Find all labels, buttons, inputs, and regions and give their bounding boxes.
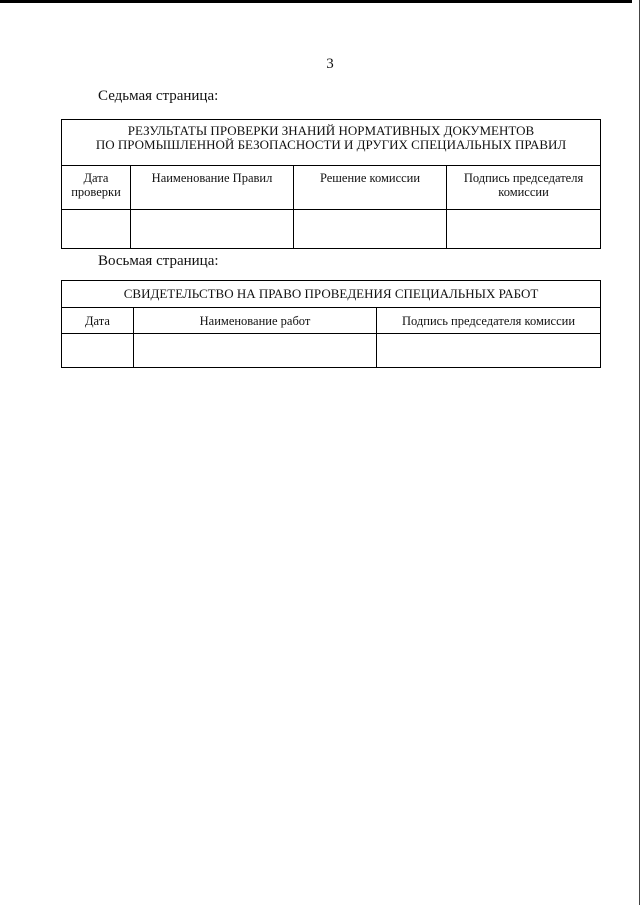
column-header-chairman-signature: Подпись председателя комиссии bbox=[377, 308, 601, 334]
column-header-line: Дата bbox=[83, 171, 109, 185]
column-header-commission-decision bbox=[294, 166, 447, 210]
column-header-line: Наименование Правил bbox=[151, 171, 273, 185]
special-works-certificate-table bbox=[61, 280, 601, 368]
empty-cell[interactable] bbox=[134, 334, 377, 368]
eighth-page-heading: Восьмая страница: bbox=[98, 253, 219, 269]
table-row bbox=[62, 334, 601, 368]
empty-cell[interactable] bbox=[447, 210, 601, 249]
column-header-line: Подпись председателя bbox=[463, 171, 584, 185]
empty-cell[interactable] bbox=[62, 334, 134, 368]
column-header-line: Решение комиссии bbox=[319, 171, 421, 185]
knowledge-check-results-table bbox=[61, 119, 601, 249]
column-header-rules-name bbox=[131, 166, 294, 210]
table-title-line-2: ПО ПРОМЫШЛЕННОЙ БЕЗОПАСНОСТИ И ДРУГИХ СПЕЦИАЛЬНЫХ ПРАВИЛ bbox=[95, 137, 567, 152]
table-header-row bbox=[62, 308, 601, 334]
seventh-page-heading: Седьмая страница: bbox=[98, 88, 219, 104]
column-header-date: Дата bbox=[62, 308, 134, 334]
empty-cell[interactable] bbox=[377, 334, 601, 368]
empty-cell[interactable] bbox=[62, 210, 131, 249]
column-header-works-name: Наименование работ bbox=[134, 308, 377, 334]
page-number: 3 bbox=[326, 56, 334, 72]
column-header-line: проверки bbox=[71, 185, 121, 199]
column-header-date bbox=[62, 166, 131, 210]
table-header-row bbox=[62, 166, 601, 210]
table-title: СВИДЕТЕЛЬСТВО НА ПРАВО ПРОВЕДЕНИЯ СПЕЦИАЛЬНЫХ РАБОТ bbox=[62, 281, 601, 308]
table-title-line-1: РЕЗУЛЬТАТЫ ПРОВЕРКИ ЗНАНИЙ НОРМАТИВНЫХ ДОКУМЕНТОВ bbox=[127, 123, 535, 138]
column-header-chairman-signature bbox=[447, 166, 601, 210]
empty-cell[interactable] bbox=[131, 210, 294, 249]
column-header-line: комиссии bbox=[498, 185, 549, 199]
table-row bbox=[62, 210, 601, 249]
table-title bbox=[62, 120, 601, 166]
page-top-border bbox=[0, 0, 632, 3]
empty-cell[interactable] bbox=[294, 210, 447, 249]
